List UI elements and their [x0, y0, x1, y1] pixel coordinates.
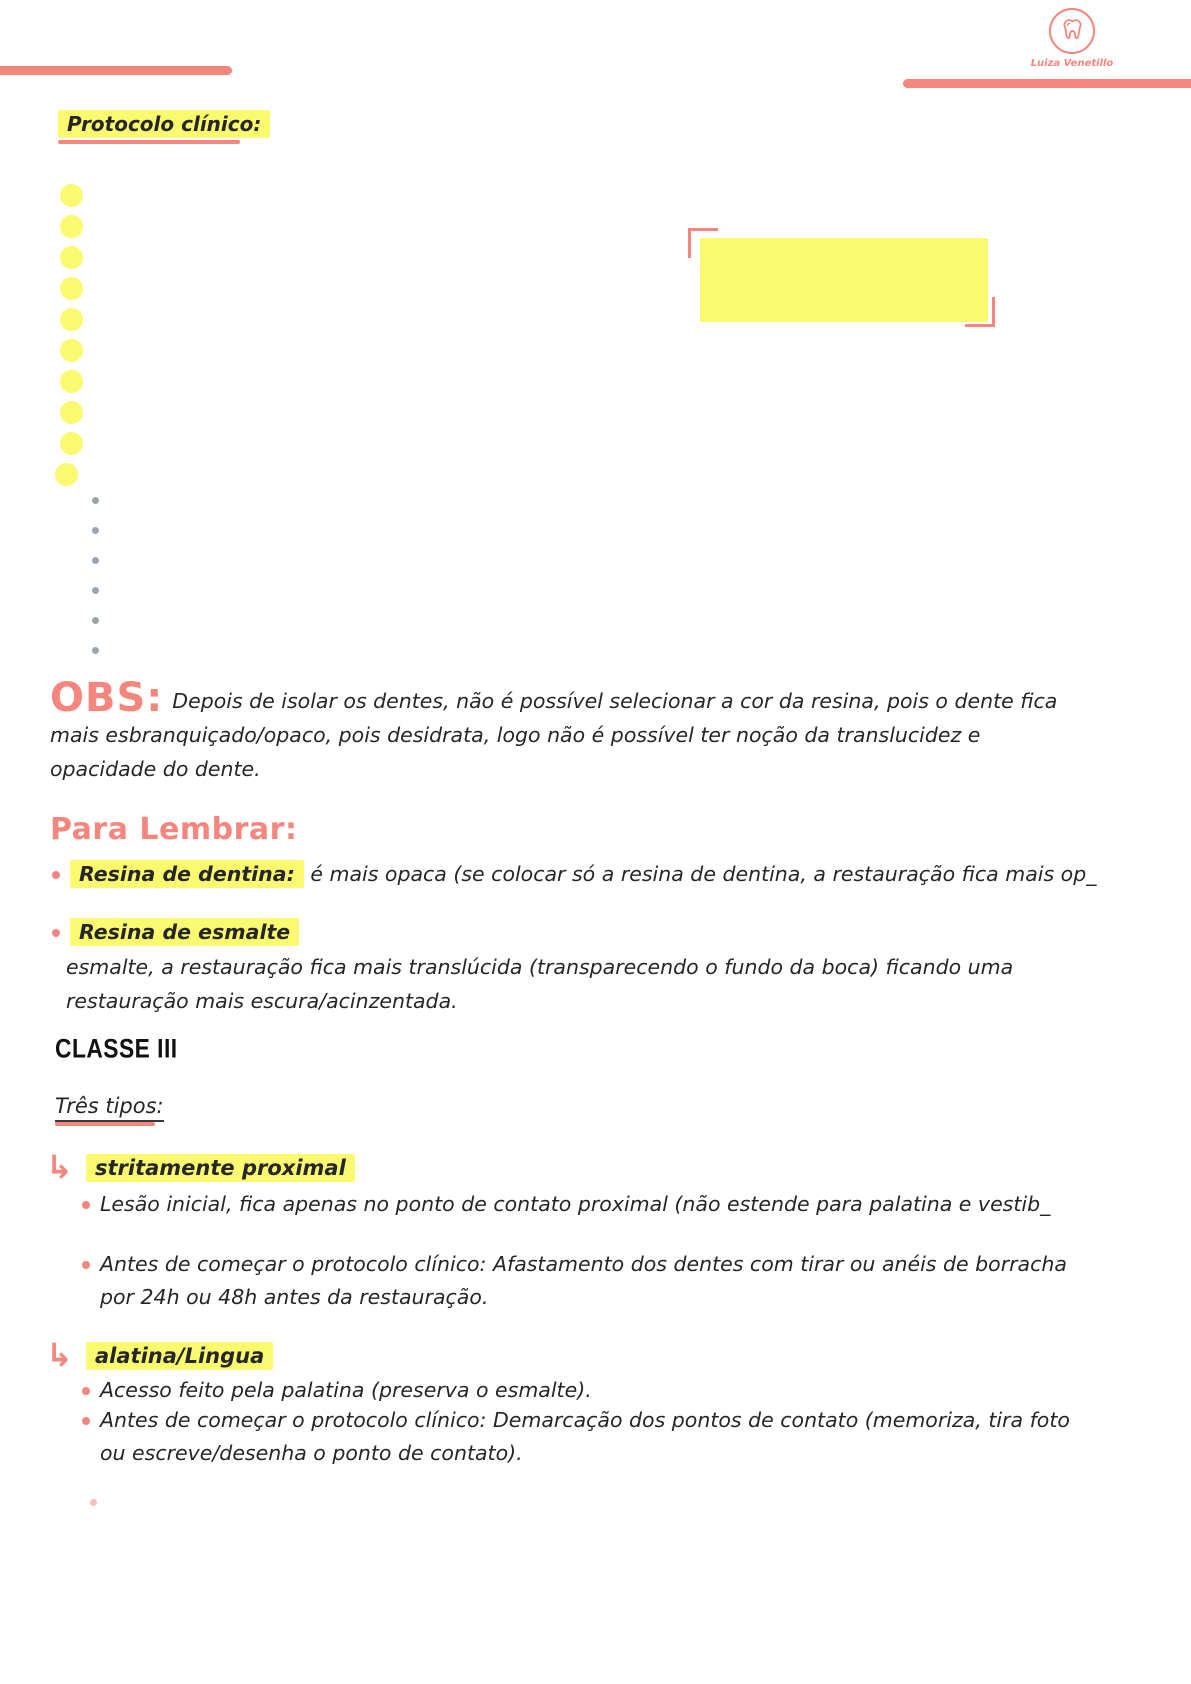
classe-iii-title: CLASSE III	[55, 1034, 178, 1065]
obs-label: OBS:	[50, 675, 164, 721]
small-dots-column	[92, 497, 99, 654]
bullet-dot	[60, 308, 83, 331]
bullet-dot	[60, 370, 83, 393]
small-bullet-dot	[92, 617, 99, 624]
list-item	[82, 1404, 1082, 1470]
small-bullet-dot	[92, 647, 99, 654]
title-underline	[58, 140, 240, 144]
obs-text: Depois de isolar os dentes, não é possível selecionar a cor da resina, pois o dente fica mais esbranquiçado/opaco, pois desidrata, logo não é possível ter noção da translucidez e opacidade do dente.	[50, 689, 1058, 781]
small-bullet-dot	[90, 1499, 97, 1506]
logo-circle	[1049, 8, 1095, 54]
small-bullet-dot	[92, 557, 99, 564]
bullet-icon	[52, 871, 60, 879]
subtitle-text: Três tipos:	[55, 1094, 164, 1122]
type-label	[86, 1344, 273, 1368]
type-label-text: stritamente proximal	[86, 1154, 355, 1182]
top-right-rule	[903, 79, 1191, 88]
bullet-icon	[52, 929, 60, 937]
item-highlight: Resina de esmalte	[70, 918, 299, 946]
bullet-dot	[60, 246, 83, 269]
highlight-box	[700, 238, 988, 322]
list-item-text	[70, 858, 1096, 891]
tooth-icon	[1059, 16, 1086, 47]
bullet-dot	[60, 277, 83, 300]
tres-tipos-subtitle	[55, 1094, 164, 1126]
list-item	[52, 916, 1102, 949]
type-label-text: alatina/Lingua	[86, 1342, 273, 1370]
bullet-text: Acesso feito pela palatina (preserva o esmalte).	[100, 1378, 592, 1402]
bullet-text: Antes de começar o protocolo clínico: Afastamento dos dentes com tirar ou anéis de borracha por 24h ou 48h antes da restauração.	[100, 1252, 1067, 1309]
top-left-rule	[0, 66, 232, 75]
bullet-dot	[60, 215, 83, 238]
item-highlight: Resina de dentina:	[70, 860, 304, 888]
logo	[1030, 8, 1114, 69]
bullet-text: Lesão inicial, fica apenas no ponto de contato proximal (não estende para palatina e vestib_	[100, 1192, 1051, 1216]
section-protocolo-title	[58, 112, 270, 144]
protocolo-title-text: Protocolo clínico:	[58, 110, 270, 138]
list-item	[82, 1374, 1102, 1407]
item-continuation-text: esmalte, a restauração fica mais translúcida (transparecendo o fundo da boca) ficando uma restauração mais escura/acinzentada.	[66, 955, 1014, 1013]
bullet-dots-column	[60, 184, 83, 486]
small-bullet-dot	[92, 587, 99, 594]
small-bullet-dot	[92, 527, 99, 534]
bullet-dot	[60, 432, 83, 455]
corner-bracket-bottom-right-icon	[965, 297, 995, 327]
bullet-text: Antes de começar o protocolo clínico: Demarcação dos pontos de contato (memoriza, tira foto ou escreve/desenha o ponto de contato).	[100, 1408, 1070, 1465]
subtitle-underline	[55, 1122, 155, 1126]
list-item	[82, 1188, 1102, 1221]
type-label	[86, 1156, 355, 1180]
author-name: Luiza Venetillo	[1030, 58, 1114, 69]
bullet-dot	[60, 401, 83, 424]
corner-bracket-top-left-icon	[688, 228, 718, 258]
bullet-icon	[82, 1387, 90, 1395]
bullet-dot	[55, 463, 78, 486]
list-item-text	[70, 916, 299, 949]
obs-paragraph	[50, 675, 1072, 786]
list-item	[52, 858, 1102, 891]
branch-arrow-icon: ↳	[46, 1336, 73, 1374]
branch-arrow-icon: ↳	[46, 1148, 73, 1186]
bullet-icon	[82, 1261, 90, 1269]
list-item	[82, 1248, 1072, 1314]
small-bullet-dot	[92, 497, 99, 504]
para-lembrar-title: Para Lembrar:	[50, 812, 298, 847]
item-text: é mais opaca (se colocar só a resina de dentina, a restauração fica mais op_	[310, 862, 1097, 886]
bullet-dot	[60, 339, 83, 362]
bullet-icon	[82, 1201, 90, 1209]
bullet-icon	[82, 1417, 90, 1425]
bullet-dot	[60, 184, 83, 207]
